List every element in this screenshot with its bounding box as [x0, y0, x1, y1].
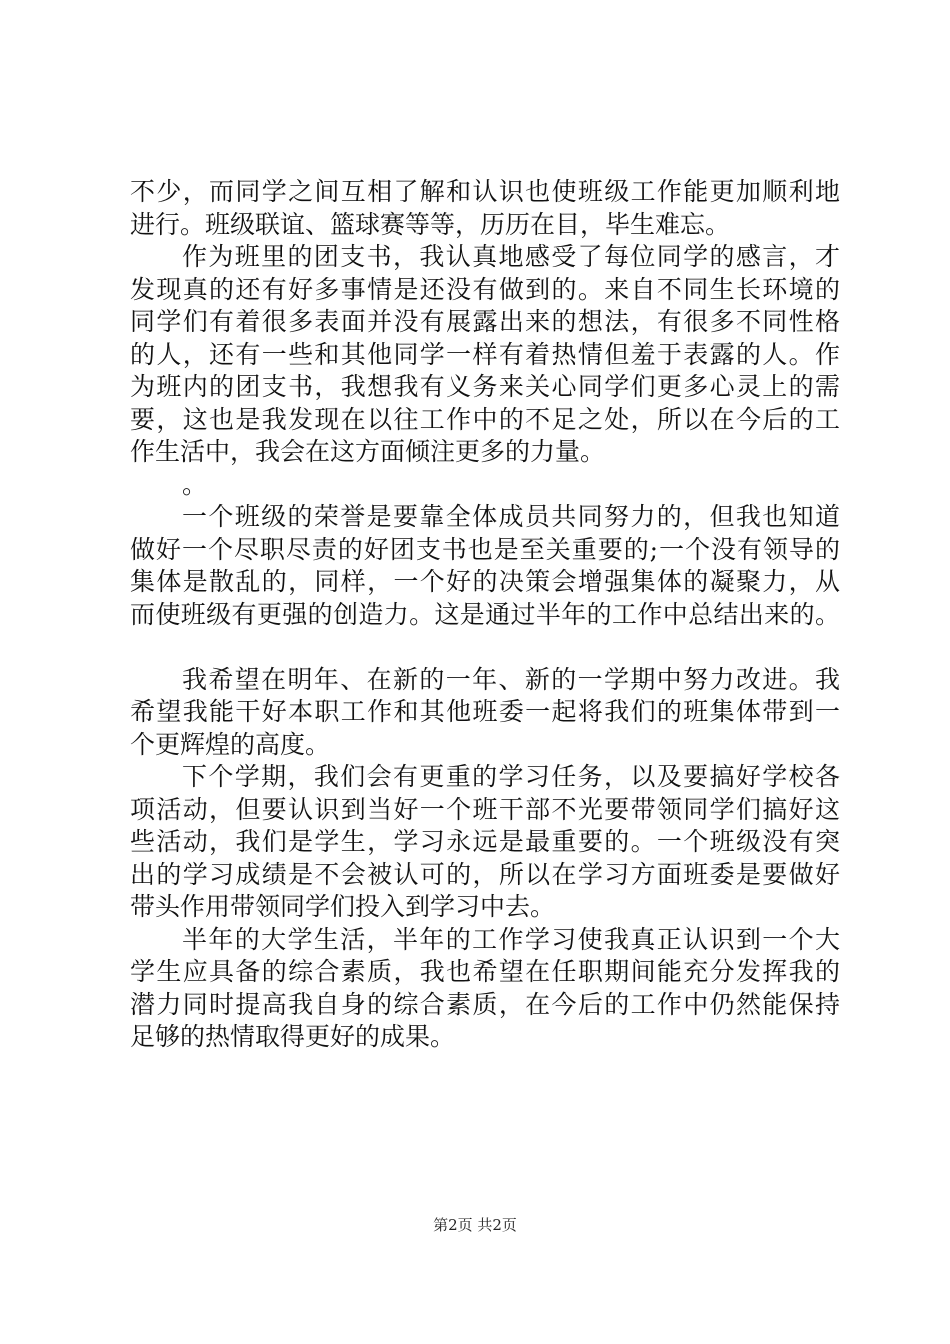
text-line: 带头作用带领同学们投入到学习中去。 — [130, 892, 556, 921]
text-line: 学生应具备的综合素质，我也希望在任职期间能充分发挥我的 — [130, 957, 840, 986]
text-line: 的人，还有一些和其他同学一样有着热情但羞于表露的人。作 — [130, 339, 840, 369]
text-line: 为班内的团支书，我想我有义务来关心同学们更多心灵上的需 — [130, 372, 840, 401]
text-line: 而使班级有更强的创造力。这是通过半年的工作中总结出来的。 — [130, 599, 840, 629]
text-line: 发现真的还有好多事情是还没有做到的。来自不同生长环境的 — [130, 274, 840, 304]
text-line: 潜力同时提高我自身的综合素质，在今后的工作中仍然能保持 — [130, 989, 840, 1019]
text-line: 做好一个尽职尽责的好团支书也是至关重要的;一个没有领导的 — [130, 534, 840, 564]
text-line: 集体是散乱的，同样，一个好的决策会增强集体的凝聚力，从 — [130, 567, 840, 596]
blank-line — [130, 631, 840, 664]
text-line: 作为班里的团支书，我认真地感受了每位同学的感言，才 — [182, 242, 840, 271]
text-line: 个更辉煌的高度。 — [130, 729, 331, 759]
text-line: 半年的大学生活，半年的工作学习使我真正认识到一个大 — [182, 924, 840, 954]
text-line: 些活动，我们是学生，学习永远是最重要的。一个班级没有突 — [130, 827, 840, 856]
text-line: 我希望在明年、在新的一年、新的一学期中努力改进。我 — [182, 664, 840, 694]
page-number-footer: 第2页 共2页 — [433, 1216, 517, 1234]
text-line: 。 — [182, 469, 208, 499]
text-line: 作生活中，我会在这方面倾注更多的力量。 — [130, 437, 606, 466]
text-line: 出的学习成绩是不会被认可的，所以在学习方面班委是要做好 — [130, 859, 840, 889]
text-line: 一个班级的荣誉是要靠全体成员共同努力的，但我也知道 — [182, 502, 840, 531]
text-line: 希望我能干好本职工作和其他班委一起将我们的班集体带到一 — [130, 697, 840, 726]
text-line: 项活动，但要认识到当好一个班干部不光要带领同学们搞好这 — [130, 794, 840, 824]
text-line: 同学们有着很多表面并没有展露出来的想法，有很多不同性格 — [130, 307, 840, 336]
text-line: 下个学期，我们会有更重的学习任务，以及要搞好学校各 — [182, 762, 840, 791]
document-body — [130, 176, 840, 1054]
text-line: 足够的热情取得更好的成果。 — [130, 1022, 456, 1051]
text-line: 要，这也是我发现在以往工作中的不足之处，所以在今后的工 — [130, 404, 840, 434]
text-line: 进行。班级联谊、篮球赛等等，历历在目，毕生难忘。 — [130, 209, 731, 239]
text-line: 不少，而同学之间互相了解和认识也使班级工作能更加顺利地 — [130, 177, 840, 206]
